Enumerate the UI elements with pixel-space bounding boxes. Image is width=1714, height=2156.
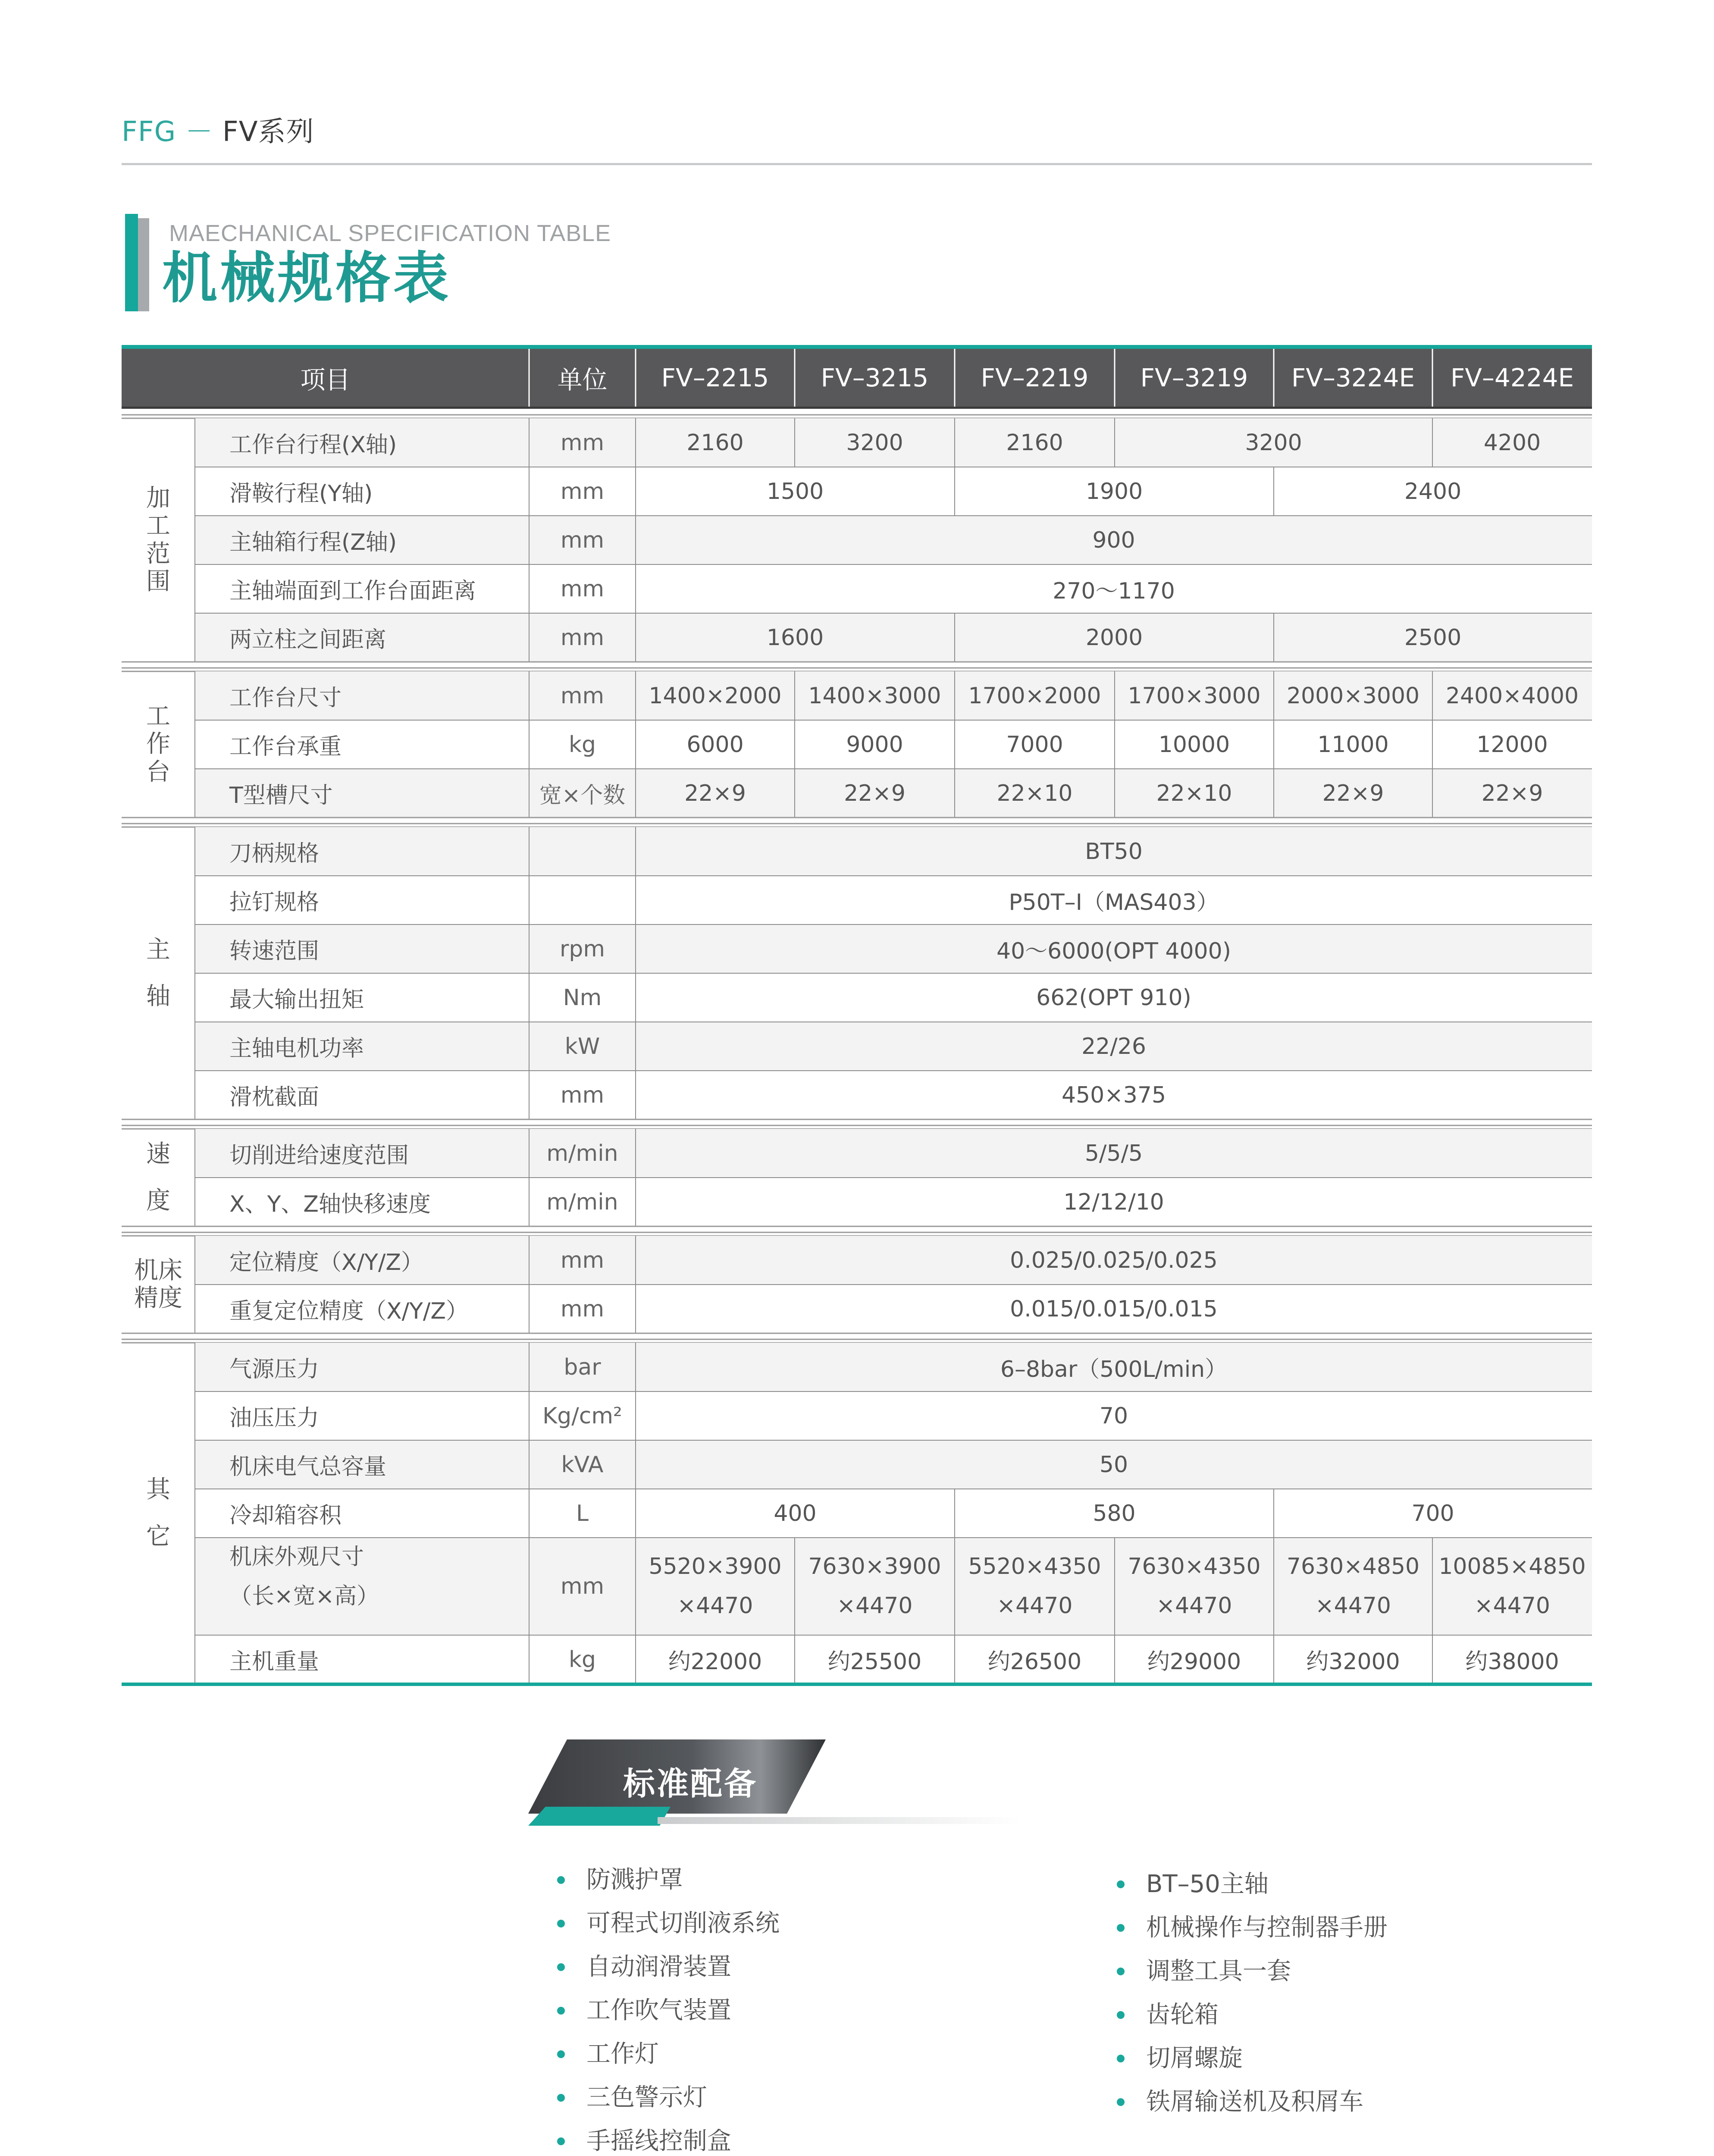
spec-item-label: 主轴电机功率 bbox=[229, 1036, 364, 1062]
spec-value: BT50 bbox=[1085, 838, 1143, 865]
spec-group-label-char: 主 bbox=[146, 935, 170, 964]
spec-group-label-char: 机床 bbox=[134, 1256, 182, 1285]
spec-unit: mm bbox=[560, 527, 605, 553]
table-header-cell: FV–4224E bbox=[1450, 363, 1574, 392]
spec-value: 0.015/0.015/0.015 bbox=[1010, 1296, 1218, 1322]
spec-value bbox=[795, 1538, 955, 1635]
spec-value: 40～6000(OPT 4000) bbox=[996, 938, 1231, 964]
table-header-rule bbox=[122, 407, 1592, 409]
spec-value: 2000×3000 bbox=[1286, 683, 1420, 709]
spec-value: 1700×3000 bbox=[1128, 683, 1261, 709]
spec-group-label-char: 它 bbox=[146, 1522, 170, 1551]
spec-item-label: 主轴箱行程(Z轴) bbox=[229, 530, 397, 555]
spec-item-label: 主轴端面到工作台面距离 bbox=[229, 578, 476, 604]
spec-group-label-char: 速 bbox=[146, 1140, 170, 1168]
standard-equipment-item: 防溅护罩 bbox=[555, 1868, 852, 1912]
spec-value: 约29000 bbox=[1147, 1649, 1241, 1675]
spec-value: 6000 bbox=[686, 731, 744, 758]
spec-unit: kVA bbox=[561, 1451, 604, 1478]
spec-unit bbox=[529, 876, 636, 924]
spec-value: 12/12/10 bbox=[1063, 1189, 1164, 1215]
spec-value: 2500 bbox=[1404, 624, 1462, 651]
spec-value: 1700×2000 bbox=[968, 683, 1101, 709]
spec-item-label: 主机重量 bbox=[229, 1649, 320, 1675]
spec-value-line: 7630×3900 bbox=[808, 1554, 941, 1579]
standard-equipment-item: 切屑螺旋 bbox=[1115, 2046, 1388, 2090]
spec-unit: Nm bbox=[563, 984, 602, 1011]
spec-value-line: ×4470 bbox=[677, 1593, 753, 1619]
spec-unit: kW bbox=[564, 1033, 600, 1059]
spec-item-label: 冷却箱容积 bbox=[229, 1503, 342, 1529]
spec-group-label-char: 精度 bbox=[134, 1284, 182, 1312]
section-accent-bar bbox=[125, 214, 138, 311]
spec-value: 22×10 bbox=[996, 780, 1073, 806]
spec-item-label: 工作台尺寸 bbox=[229, 685, 342, 711]
section-subtitle: MAECHANICAL SPECIFICATION TABLE bbox=[169, 220, 611, 246]
spec-unit: L bbox=[576, 1500, 589, 1526]
spec-value: 22×9 bbox=[1322, 780, 1384, 806]
spec-value: 2160 bbox=[1006, 429, 1063, 456]
spec-value: 2400 bbox=[1404, 478, 1462, 505]
spec-value: 22×10 bbox=[1156, 780, 1232, 806]
spec-value-line: ×4470 bbox=[1315, 1593, 1391, 1619]
spec-value: 400 bbox=[774, 1500, 817, 1526]
spec-value: 2160 bbox=[686, 429, 744, 456]
spec-item-label: 工作台行程(X轴) bbox=[229, 432, 397, 458]
spec-value: 50 bbox=[1099, 1451, 1128, 1478]
standard-equipment-item: 手摇线控制盒 bbox=[555, 2129, 852, 2156]
spec-unit: mm bbox=[560, 1296, 605, 1322]
spec-value: 2400×4000 bbox=[1445, 683, 1579, 709]
spec-value: 11000 bbox=[1317, 731, 1389, 758]
spec-group-label-char: 度 bbox=[146, 1187, 170, 1215]
spec-unit: mm bbox=[560, 683, 605, 709]
table-header-accent bbox=[122, 345, 1592, 349]
spec-group-label bbox=[122, 1129, 195, 1226]
spec-value-line: 7630×4350 bbox=[1128, 1554, 1261, 1579]
spec-item-label: 油压压力 bbox=[229, 1405, 320, 1431]
spec-value: 7000 bbox=[1006, 731, 1063, 758]
standard-equipment-item: 齿轮箱 bbox=[1115, 2003, 1388, 2046]
spec-unit: m/min bbox=[546, 1189, 618, 1215]
standard-equipment-title: 标准配备 bbox=[623, 1765, 758, 1802]
spec-item-label: 重复定位精度（X/Y/Z） bbox=[229, 1298, 469, 1324]
spec-unit: mm bbox=[560, 1573, 605, 1599]
spec-value: 270～1170 bbox=[1053, 578, 1175, 604]
table-header-cell: FV–3224E bbox=[1291, 363, 1415, 392]
series-title bbox=[122, 118, 314, 146]
spec-unit: mm bbox=[560, 429, 605, 456]
spec-unit bbox=[529, 827, 636, 876]
spec-value-line: ×4470 bbox=[1156, 1593, 1232, 1619]
spec-value: 约26500 bbox=[987, 1649, 1082, 1675]
spec-value: 约25500 bbox=[827, 1649, 922, 1675]
spec-value-line: 5520×4350 bbox=[968, 1554, 1101, 1579]
spec-group-label bbox=[122, 827, 195, 1119]
standard-equipment-list-left bbox=[555, 1868, 852, 2156]
spec-group-label-char: 工 bbox=[146, 702, 170, 730]
spec-value: 1500 bbox=[766, 478, 824, 505]
spec-value: 12000 bbox=[1476, 731, 1548, 758]
spec-item-label: 转速范围 bbox=[229, 938, 320, 964]
spec-item-label-line: （长×宽×高） bbox=[229, 1583, 379, 1609]
spec-item-label: 两立柱之间距离 bbox=[229, 627, 387, 653]
standard-equipment-item: 三色警示灯 bbox=[555, 2086, 852, 2129]
spec-group-label bbox=[122, 418, 195, 662]
spec-value: 10000 bbox=[1158, 731, 1230, 758]
spec-unit: mm bbox=[560, 1082, 605, 1108]
spec-unit: kg bbox=[568, 1646, 596, 1673]
spec-group-label bbox=[122, 671, 195, 818]
header-divider bbox=[122, 163, 1592, 165]
spec-value: 4200 bbox=[1483, 429, 1541, 456]
spec-unit: Kg/cm² bbox=[542, 1403, 622, 1429]
spec-value bbox=[636, 1538, 795, 1635]
table-header-cell: FV–2215 bbox=[661, 363, 769, 392]
spec-group-label-char: 加 bbox=[146, 484, 170, 512]
spec-unit: bar bbox=[564, 1354, 601, 1380]
spec-value: 700 bbox=[1411, 1500, 1454, 1526]
table-header-cell: FV–3219 bbox=[1140, 363, 1248, 392]
spec-group-label-char: 其 bbox=[146, 1476, 170, 1504]
standard-equipment-item: 机械操作与控制器手册 bbox=[1115, 1916, 1388, 1959]
spec-value bbox=[1274, 1538, 1432, 1635]
spec-value: 22×9 bbox=[844, 780, 906, 806]
spec-value-line: 5520×3900 bbox=[649, 1554, 782, 1579]
spec-item-label: 工作台承重 bbox=[229, 734, 342, 760]
spec-group-label bbox=[122, 1236, 195, 1333]
spec-item-label: 气源压力 bbox=[229, 1357, 320, 1382]
spec-item-label: 拉钉规格 bbox=[229, 890, 320, 915]
spec-group-label-char: 范 bbox=[146, 539, 170, 568]
spec-group-label-char: 台 bbox=[146, 758, 170, 786]
table-header-cell: FV–3215 bbox=[821, 363, 929, 392]
standard-equipment-item: 工作灯 bbox=[555, 2042, 852, 2086]
spec-value: 5/5/5 bbox=[1084, 1140, 1143, 1166]
spec-value-line: 10085×4850 bbox=[1438, 1554, 1586, 1579]
spec-value: 9000 bbox=[846, 731, 903, 758]
standard-equipment-banner bbox=[528, 1739, 1020, 1839]
spec-value: 0.025/0.025/0.025 bbox=[1010, 1247, 1218, 1273]
banner-accent bbox=[528, 1807, 671, 1826]
section-title: 机械规格表 bbox=[162, 246, 451, 310]
spec-value: 6–8bar（500L/min） bbox=[1000, 1357, 1228, 1382]
standard-equipment-item: 自动润滑装置 bbox=[555, 1955, 852, 1999]
spec-unit: rpm bbox=[559, 936, 605, 962]
spec-group-label-char: 工 bbox=[146, 512, 170, 540]
spec-item-label: T型槽尺寸 bbox=[229, 783, 333, 808]
table-header-cell: 单位 bbox=[557, 365, 608, 395]
spec-value bbox=[1432, 1538, 1592, 1635]
spec-item-label: 机床电气总容量 bbox=[229, 1454, 387, 1480]
spec-unit: mm bbox=[560, 478, 605, 505]
spec-item-label: 最大输出扭矩 bbox=[229, 987, 364, 1013]
table-header-cell: 项目 bbox=[300, 365, 351, 395]
spec-value-line: ×4470 bbox=[837, 1593, 913, 1619]
spec-item-label: 定位精度（X/Y/Z） bbox=[229, 1250, 424, 1275]
banner-fade-line bbox=[658, 1817, 1020, 1824]
spec-value: 3200 bbox=[846, 429, 903, 456]
spec-value: 70 bbox=[1099, 1403, 1128, 1429]
spec-value: 约32000 bbox=[1306, 1649, 1400, 1675]
spec-unit: mm bbox=[560, 1247, 605, 1273]
spec-item-label-line: 机床外观尺寸 bbox=[229, 1544, 364, 1570]
spec-value: 450×375 bbox=[1061, 1082, 1166, 1108]
spec-value: 1900 bbox=[1085, 478, 1143, 505]
spec-unit: 宽×个数 bbox=[539, 783, 626, 808]
spec-value-line: 7630×4850 bbox=[1286, 1554, 1420, 1579]
standard-equipment-item: 可程式切削液系统 bbox=[555, 1912, 852, 1955]
standard-equipment-item: 铁屑输送机及积屑车 bbox=[1115, 2090, 1388, 2134]
spec-value-line: ×4470 bbox=[1474, 1593, 1550, 1619]
spec-unit: mm bbox=[560, 576, 605, 602]
spec-value: 22×9 bbox=[684, 780, 746, 806]
spec-value: 22/26 bbox=[1081, 1033, 1146, 1059]
spec-value bbox=[1115, 1538, 1274, 1635]
spec-value: 900 bbox=[1092, 527, 1135, 553]
series-separator: － bbox=[185, 116, 213, 148]
spec-table bbox=[122, 345, 1592, 1690]
section-accent-bar-shadow bbox=[138, 218, 149, 311]
spec-value: 1600 bbox=[766, 624, 824, 651]
spec-unit: mm bbox=[560, 624, 605, 651]
spec-item-label: X、Y、Z轴快移速度 bbox=[229, 1191, 431, 1217]
spec-item-label: 切削进给速度范围 bbox=[229, 1143, 409, 1169]
table-header-cell: FV–2219 bbox=[981, 363, 1089, 392]
spec-unit: kg bbox=[568, 731, 596, 758]
spec-value: 约22000 bbox=[668, 1649, 762, 1675]
standard-equipment-list-right bbox=[1115, 1872, 1388, 2134]
spec-value: 1400×3000 bbox=[808, 683, 941, 709]
series-name: FV系列 bbox=[222, 116, 314, 148]
spec-value: 22×9 bbox=[1481, 780, 1543, 806]
standard-equipment-item: BT–50主轴 bbox=[1115, 1872, 1388, 1916]
standard-equipment-item: 调整工具一套 bbox=[1115, 1959, 1388, 2003]
spec-value-line: ×4470 bbox=[996, 1593, 1073, 1619]
spec-value: P50T–I（MAS403） bbox=[1009, 890, 1219, 915]
standard-equipment-item: 工作吹气装置 bbox=[555, 1999, 852, 2042]
series-brand: FFG bbox=[122, 116, 176, 148]
spec-unit: m/min bbox=[546, 1140, 618, 1166]
spec-group-label-char: 围 bbox=[146, 567, 170, 595]
spec-value: 1400×2000 bbox=[649, 683, 782, 709]
spec-item-label: 刀柄规格 bbox=[229, 841, 320, 867]
spec-item-label: 滑枕截面 bbox=[229, 1084, 320, 1110]
spec-value: 约38000 bbox=[1465, 1649, 1559, 1675]
spec-group-label-char: 轴 bbox=[146, 982, 170, 1010]
spec-group-label-char: 作 bbox=[146, 730, 170, 758]
spec-value: 580 bbox=[1093, 1500, 1136, 1526]
spec-value: 3200 bbox=[1245, 429, 1302, 456]
spec-item-label: 滑鞍行程(Y轴) bbox=[229, 481, 373, 507]
spec-value: 662(OPT 910) bbox=[1036, 984, 1191, 1011]
spec-item-label bbox=[229, 1538, 529, 1635]
spec-group-label bbox=[122, 1343, 195, 1684]
spec-value: 2000 bbox=[1085, 624, 1143, 651]
spec-value bbox=[955, 1538, 1115, 1635]
